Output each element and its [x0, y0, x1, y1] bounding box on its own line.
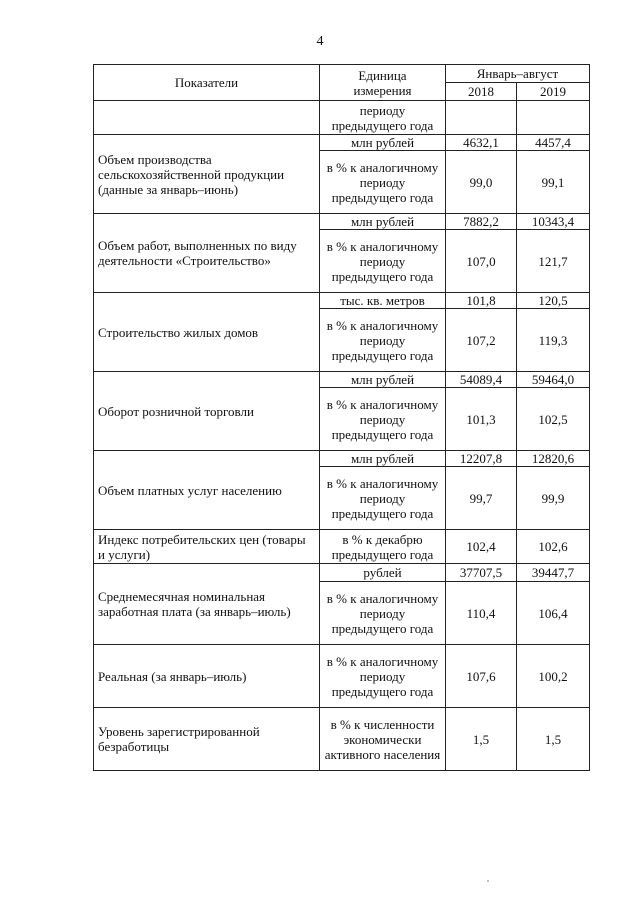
scan-speck: [487, 880, 489, 882]
value-2019: 12820,6: [517, 451, 590, 467]
value-2018: 12207,8: [446, 451, 517, 467]
unit-pct: в % к аналогичному периоду предыдущего года: [320, 230, 446, 293]
value-2019: 4457,4: [517, 135, 590, 151]
value-2018: 37707,5: [446, 564, 517, 582]
value-2018: 101,8: [446, 293, 517, 309]
pct-2019: 102,5: [517, 388, 590, 451]
pct-2018: 99,0: [446, 151, 517, 214]
indicator-housing: Строительство жилых домов: [94, 293, 320, 372]
unit-abs: рублей: [320, 564, 446, 582]
carry-over-unit: периоду предыдущего года: [320, 101, 446, 135]
unit-cpi: в % к декабрю предыдущего года: [320, 530, 446, 564]
unit-abs: тыс. кв. метров: [320, 293, 446, 309]
statistics-table: [93, 64, 590, 771]
header-year-2018: 2018: [446, 83, 517, 101]
unit-pct: в % к аналогичному периоду предыдущего года: [320, 467, 446, 530]
value-2019: 59464,0: [517, 372, 590, 388]
pct-2018: 107,2: [446, 309, 517, 372]
value-2018: 102,4: [446, 530, 517, 564]
value-2019: 10343,4: [517, 214, 590, 230]
indicator-agriculture: Объем производства сельскохозяйственной продукции (данные за январь–июнь): [94, 135, 320, 214]
carry-over-2018: [446, 101, 517, 135]
pct-2019: 99,1: [517, 151, 590, 214]
indicator-construction: Объем работ, выполненных по виду деятельности «Строительство»: [94, 214, 320, 293]
header-unit-line1: Единица: [358, 67, 407, 83]
unit-pct: в % к аналогичному периоду предыдущего года: [320, 151, 446, 214]
unit-pct: в % к аналогичному периоду предыдущего года: [320, 309, 446, 372]
unit-abs: млн рублей: [320, 451, 446, 467]
unit-abs: млн рублей: [320, 372, 446, 388]
indicator-retail: Оборот розничной торговли: [94, 372, 320, 451]
header-unit: [320, 65, 446, 101]
value-2019: 102,6: [517, 530, 590, 564]
value-2018: 1,5: [446, 708, 517, 771]
unit-abs: млн рублей: [320, 135, 446, 151]
pct-2018: 101,3: [446, 388, 517, 451]
unit-pct: в % к аналогичному периоду предыдущего года: [320, 645, 446, 708]
header-year-2019: 2019: [517, 83, 590, 101]
pct-2019: 106,4: [517, 582, 590, 645]
value-2018: 54089,4: [446, 372, 517, 388]
indicator-cpi: Индекс потребительских цен (товары и услуги): [94, 530, 320, 564]
value-2018: 107,6: [446, 645, 517, 708]
indicator-unemployment: Уровень зарегистрированной безработицы: [94, 708, 320, 771]
page-number: 4: [316, 34, 324, 49]
header-unit-line2: измерения: [353, 82, 412, 98]
header-period: Январь–август: [446, 65, 590, 83]
value-2019: 100,2: [517, 645, 590, 708]
pct-2018: 107,0: [446, 230, 517, 293]
value-2018: 4632,1: [446, 135, 517, 151]
value-2018: 7882,2: [446, 214, 517, 230]
pct-2019: 119,3: [517, 309, 590, 372]
indicator-nominal-wage: Среднемесячная номинальная заработная плата (за январь–июль): [94, 564, 320, 645]
pct-2018: 99,7: [446, 467, 517, 530]
pct-2019: 121,7: [517, 230, 590, 293]
pct-2019: 99,9: [517, 467, 590, 530]
value-2019: 1,5: [517, 708, 590, 771]
value-2019: 39447,7: [517, 564, 590, 582]
header-indicator: Показатели: [94, 65, 320, 101]
unit-unemployment: в % к численности экономически активного населения: [320, 708, 446, 771]
value-2019: 120,5: [517, 293, 590, 309]
unit-abs: млн рублей: [320, 214, 446, 230]
carry-over-indicator: [94, 101, 320, 135]
pct-2018: 110,4: [446, 582, 517, 645]
indicator-paid-services: Объем платных услуг населению: [94, 451, 320, 530]
unit-pct: в % к аналогичному периоду предыдущего года: [320, 388, 446, 451]
indicator-real-wage: Реальная (за январь–июль): [94, 645, 320, 708]
unit-pct: в % к аналогичному периоду предыдущего года: [320, 582, 446, 645]
carry-over-2019: [517, 101, 590, 135]
